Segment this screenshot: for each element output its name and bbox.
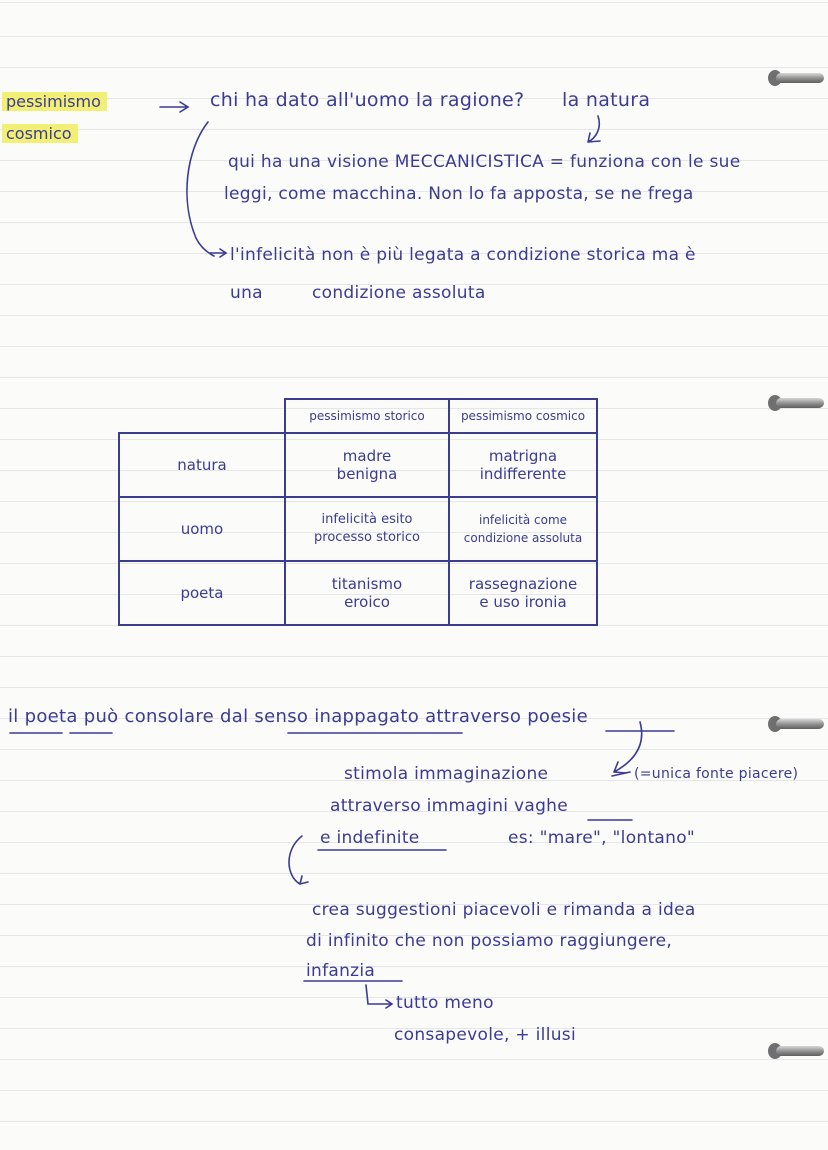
cell-uomo-cosmico <box>449 497 597 561</box>
mechanism-line-1: qui ha una visione MECCANICISTICA = funziona con le sue <box>228 152 741 172</box>
answer-text: la natura <box>562 89 651 111</box>
row-label-natura: natura <box>119 433 285 497</box>
unhappiness-line-1: l'infelicità non è più legata a condizione storica ma è <box>230 245 696 265</box>
question-text: chi ha dato all'uomo la ragione? <box>210 89 525 111</box>
row-label-poeta: poeta <box>119 561 285 625</box>
table-corner <box>119 399 285 433</box>
crea-line-2: di infinito che non possiamo raggiungere, <box>306 931 673 951</box>
cell-uomo-storico <box>285 497 449 561</box>
cell-line: processo storico <box>314 530 420 545</box>
cell-line: infelicità come <box>478 513 568 527</box>
cell-line: titanismo <box>331 575 403 593</box>
unhappiness-line-2b: condizione assoluta <box>312 283 486 303</box>
cell-natura-storico <box>285 433 449 497</box>
cell-natura-cosmico <box>449 433 597 497</box>
infanzia-text: infanzia <box>306 961 376 981</box>
topic-label-2: cosmico <box>2 124 78 143</box>
cell-line: matrigna <box>488 447 558 465</box>
row-label-uomo: uomo <box>119 497 285 561</box>
comparison-table <box>118 398 598 626</box>
indefinite-text: e indefinite <box>320 828 420 848</box>
cell-line: rassegnazione <box>468 575 578 593</box>
cell-poeta-cosmico <box>449 561 597 625</box>
tutto-meno-text: tutto meno <box>396 993 494 1013</box>
cell-line: e uso ironia <box>479 593 567 611</box>
cell-line: infelicità esito <box>321 512 413 527</box>
cell-line: madre <box>342 447 392 465</box>
cell-line: indifferente <box>479 465 567 483</box>
esempi-text: es: "mare", "lontano" <box>508 828 696 848</box>
consolation-sentence: il poeta può consolare dal senso inappagato attraverso poesie <box>8 706 588 727</box>
crea-line-1: crea suggestioni piacevoli e rimanda a idea <box>312 900 696 920</box>
table-header-cosmico: pessimismo cosmico <box>449 399 597 433</box>
cell-poeta-storico <box>285 561 449 625</box>
topic-label: pessimismo <box>2 92 107 111</box>
unhappiness-line-2a: una <box>230 283 263 303</box>
mechanism-line-2: leggi, come macchina. Non lo fa apposta, se ne frega <box>224 184 694 204</box>
stimola-text: stimola immaginazione <box>344 764 549 784</box>
table-header-storico: pessimismo storico <box>285 399 449 433</box>
binder-ring-1 <box>768 66 828 92</box>
attraverso-text: attraverso immagini vaghe <box>330 796 569 816</box>
unica-fonte-text: (=unica fonte piacere) <box>634 766 799 782</box>
cell-line: condizione assoluta <box>463 531 583 545</box>
consapevole-text: consapevole, + illusi <box>394 1025 576 1045</box>
cell-line: eroico <box>344 593 390 611</box>
cell-line: benigna <box>336 465 398 483</box>
binder-ring-2 <box>768 391 828 417</box>
binder-ring-4 <box>768 1039 828 1065</box>
binder-ring-3 <box>768 712 828 738</box>
